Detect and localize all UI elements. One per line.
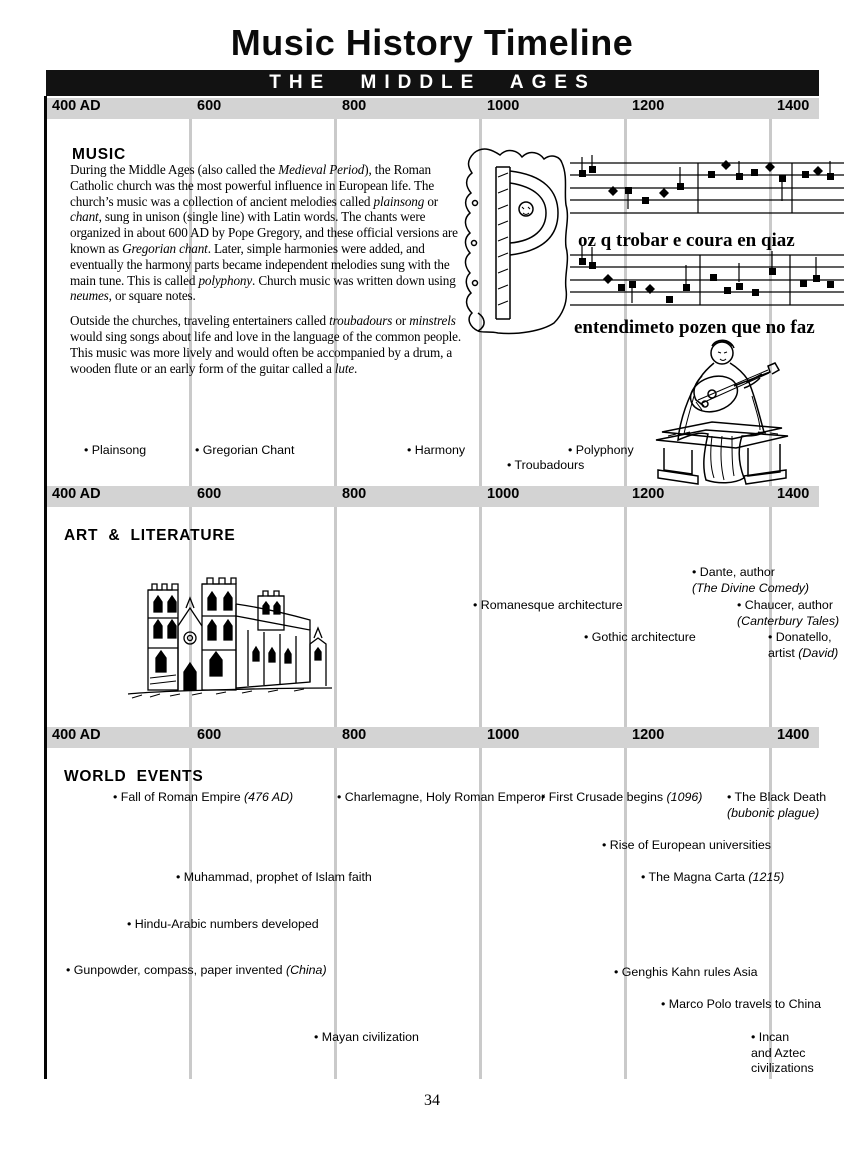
timeline-event: • Muhammad, prophet of Islam faith (176, 870, 372, 884)
date-label: 600 (197, 98, 222, 114)
date-label: 400 AD (52, 727, 101, 743)
date-label: 800 (342, 727, 367, 743)
date-label: 1200 (632, 486, 665, 502)
timeline-event: • Hindu-Arabic numbers developed (127, 917, 319, 931)
date-label: 1000 (487, 486, 520, 502)
manuscript-text-line-1: oz q trobar e coura en qiaz (578, 230, 795, 251)
date-label: 400 AD (52, 98, 101, 114)
timeline-event: • Marco Polo travels to China (661, 997, 821, 1011)
timeline-event: • First Crusade begins (1096) (541, 790, 703, 804)
timeline-event: • Troubadours (507, 458, 585, 472)
date-label: 1400 (777, 98, 810, 114)
timeline-event: • Polyphony (568, 443, 634, 457)
date-label: 1400 (777, 486, 810, 502)
timeline-event: • Mayan civilization (314, 1030, 419, 1044)
timeline-event: • The Magna Carta (1215) (641, 870, 785, 884)
timeline-event: • Incan and Aztec civilizations (751, 1030, 814, 1075)
date-label: 800 (342, 486, 367, 502)
timeline-event: • Charlemagne, Holy Roman Emperor (337, 790, 546, 804)
timeline-event: • The Black Death (bubonic plague) (727, 790, 827, 820)
art-heading: ART & LITERATURE (64, 527, 236, 544)
date-label: 1000 (487, 727, 520, 743)
timeline-event: • Rise of European universities (602, 838, 771, 852)
world-events-heading: WORLD EVENTS (64, 768, 204, 785)
timeline-event: • Gregorian Chant (195, 443, 295, 457)
timeline-event: • Romanesque architecture (473, 598, 623, 612)
music-paragraph-2: Outside the churches, traveling entertainers called troubadours or minstrels would sing songs about life and love in the language of the common people. This music was more lively and would often be accompanied by a drum, a wooden flute or an early form of the guitar called a lute. (70, 313, 462, 376)
timeline-event: • Gunpowder, compass, paper invented (China) (66, 963, 327, 977)
date-label: 400 AD (52, 486, 101, 502)
timeline-event: • Dante, author (The Divine Comedy) (692, 565, 810, 595)
timeline-event: • Harmony (407, 443, 466, 457)
date-label: 800 (342, 98, 367, 114)
timeline-event: • Gothic architecture (584, 630, 696, 644)
music-heading: MUSIC (72, 146, 126, 163)
page-number: 34 (424, 1092, 440, 1109)
date-label: 1200 (632, 98, 665, 114)
date-label: 600 (197, 727, 222, 743)
date-label: 1400 (777, 727, 810, 743)
timeline-event: • Plainsong (84, 443, 147, 457)
timeline-event: • Fall of Roman Empire (476 AD) (113, 790, 294, 804)
section-banner-label: THE MIDDLE AGES (269, 72, 596, 93)
date-label: 1000 (487, 98, 520, 114)
date-label: 1200 (632, 727, 665, 743)
manuscript-text-line-2: entendimeto pozen que no faz (574, 317, 815, 338)
date-label: 600 (197, 486, 222, 502)
timeline-event: • Genghis Kahn rules Asia (614, 965, 758, 979)
music-paragraph-1: During the Middle Ages (also called the Medieval Period), the Roman Catholic church was the most powerful influence in European life. The church’s music was a collection of ancient melodies called plainsong or chant, sung in unison (single line) with Latin words. The chants were organized in about 600 AD by Pope Gregory, and these official versions are known as Gregorian chant. Later, simple harmonies were added, and eventually the harmony parts became independent melodies sung with the main tune. This is called polyphony. Church music was written down using neumes, or square notes. (70, 162, 458, 304)
page-title: Music History Timeline (230, 22, 634, 63)
timeline-event: • Donatello, artist (David) (768, 630, 839, 660)
timeline-event: • Chaucer, author (Canterbury Tales) (737, 598, 840, 628)
